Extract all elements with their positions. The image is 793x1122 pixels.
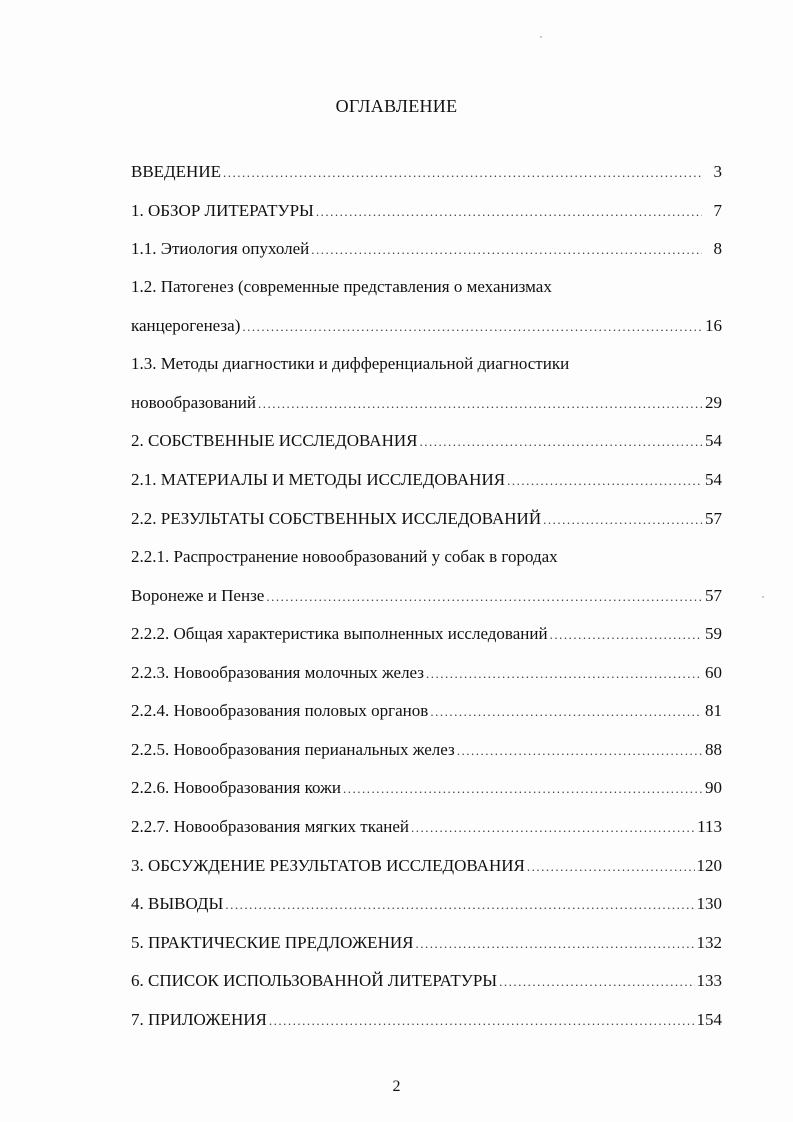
toc-title: ОГЛАВЛЕНИЕ bbox=[335, 96, 458, 116]
toc-entry-introduction bbox=[131, 159, 722, 185]
toc-entry-label: 2.2.4. Новообразования половых органов bbox=[131, 701, 429, 720]
dot-leader bbox=[411, 815, 695, 841]
dot-leader bbox=[527, 854, 695, 880]
toc-entry-diagnostics bbox=[131, 390, 722, 416]
toc-entry-page: 113 bbox=[697, 817, 722, 836]
dot-leader bbox=[242, 314, 702, 340]
dot-leader bbox=[343, 776, 702, 802]
dot-leader bbox=[419, 429, 702, 455]
toc-entry-page: 90 bbox=[705, 778, 722, 797]
toc-entry-own-research bbox=[131, 428, 722, 454]
scan-speck bbox=[762, 596, 764, 598]
toc-entry-label: 2. СОБСТВЕННЫЕ ИССЛЕДОВАНИЯ bbox=[131, 431, 418, 450]
toc-entry-page: 29 bbox=[705, 393, 722, 412]
toc-entry-soft-tissue bbox=[131, 814, 722, 840]
toc-entry-page: 7 bbox=[713, 201, 722, 220]
toc-entry-prevalence-line1: 2.2.1. Распространение новообразований у собак в городах bbox=[131, 547, 558, 566]
toc-entry-page: 57 bbox=[705, 586, 722, 605]
toc-entry-label: канцерогенеза) bbox=[131, 316, 241, 335]
toc-entry-label: 2.2.7. Новообразования мягких тканей bbox=[131, 817, 409, 836]
toc-entry-pathogenesis bbox=[131, 313, 722, 339]
toc-entry-page: 154 bbox=[696, 1010, 722, 1029]
toc-entry-page: 88 bbox=[705, 740, 722, 759]
dot-leader bbox=[543, 507, 702, 533]
toc-entry-skin bbox=[131, 775, 722, 801]
toc-entry-label: ВВЕДЕНИЕ bbox=[131, 162, 221, 181]
toc-entry-label: 1.1. Этиология опухолей bbox=[131, 239, 310, 258]
toc-entry-page: 132 bbox=[696, 933, 722, 952]
toc-entry-practical-proposals bbox=[131, 930, 722, 956]
toc-entry-page: 60 bbox=[705, 663, 722, 682]
toc-entry-page: 54 bbox=[705, 470, 722, 489]
dot-leader bbox=[316, 199, 702, 225]
toc-entry-label: 2.2.5. Новообразования перианальных желез bbox=[131, 740, 455, 759]
toc-entry-materials-methods bbox=[131, 467, 722, 493]
toc-entry-page: 130 bbox=[696, 894, 722, 913]
toc-entry-page: 54 bbox=[705, 431, 722, 450]
dot-leader bbox=[457, 738, 702, 764]
toc-entry-label: новообразований bbox=[131, 393, 256, 412]
toc-entry-references bbox=[131, 968, 722, 994]
toc-entry-label: 2.2.3. Новообразования молочных желез bbox=[131, 663, 425, 682]
toc-entry-label: 4. ВЫВОДЫ bbox=[131, 894, 224, 913]
dot-leader bbox=[258, 391, 702, 417]
toc-entry-perianal bbox=[131, 737, 722, 763]
dot-leader bbox=[550, 622, 702, 648]
toc-entry-general-characteristics bbox=[131, 621, 722, 647]
toc-entry-label: 7. ПРИЛОЖЕНИЯ bbox=[131, 1010, 267, 1029]
toc-entry-results bbox=[131, 506, 722, 532]
scan-speck bbox=[540, 36, 542, 38]
dot-leader bbox=[266, 584, 702, 610]
toc-entry-label: Воронеже и Пензе bbox=[131, 586, 265, 605]
toc-entry-page: 8 bbox=[713, 239, 722, 258]
toc-entry-page: 59 bbox=[705, 624, 722, 643]
toc-entry-label: 1. ОБЗОР ЛИТЕРАТУРЫ bbox=[131, 201, 314, 220]
dot-leader bbox=[269, 1008, 695, 1034]
toc-entry-prevalence bbox=[131, 583, 722, 609]
dot-leader bbox=[507, 468, 702, 494]
dot-leader bbox=[311, 237, 702, 263]
toc-entry-appendices bbox=[131, 1007, 722, 1033]
toc-entry-literature-review bbox=[131, 198, 722, 224]
toc-entry-label: 2.2. РЕЗУЛЬТАТЫ СОБСТВЕННЫХ ИССЛЕДОВАНИЙ bbox=[131, 509, 542, 528]
dot-leader bbox=[223, 160, 702, 186]
toc-entry-page: 133 bbox=[696, 971, 722, 990]
toc-entry-page: 120 bbox=[696, 856, 722, 875]
toc-entry-discussion bbox=[131, 853, 722, 879]
toc-entry-page: 3 bbox=[713, 162, 722, 181]
toc-entry-etiology bbox=[131, 236, 722, 262]
dot-leader bbox=[430, 699, 702, 725]
toc-entry-label: 5. ПРАКТИЧЕСКИЕ ПРЕДЛОЖЕНИЯ bbox=[131, 933, 414, 952]
toc-entry-pathogenesis-line1: 1.2. Патогенез (современные представления о механизмах bbox=[131, 277, 552, 296]
toc-entry-genital bbox=[131, 698, 722, 724]
toc-entry-label: 2.2.6. Новообразования кожи bbox=[131, 778, 341, 797]
toc-entry-label: 3. ОБСУЖДЕНИЕ РЕЗУЛЬТАТОВ ИССЛЕДОВАНИЯ bbox=[131, 856, 525, 875]
toc-entry-label: 2.1. МАТЕРИАЛЫ И МЕТОДЫ ИССЛЕДОВАНИЯ bbox=[131, 470, 506, 489]
toc-entry-page: 16 bbox=[705, 316, 722, 335]
dot-leader bbox=[426, 661, 702, 687]
toc-entry-page: 57 bbox=[705, 509, 722, 528]
dot-leader bbox=[225, 892, 694, 918]
toc-entry-mammary bbox=[131, 660, 722, 686]
toc-entry-conclusions bbox=[131, 891, 722, 917]
dot-leader bbox=[415, 931, 694, 957]
dot-leader bbox=[499, 969, 694, 995]
toc-entry-page: 81 bbox=[705, 701, 722, 720]
toc-entry-label: 6. СПИСОК ИСПОЛЬЗОВАННОЙ ЛИТЕРАТУРЫ bbox=[131, 971, 498, 990]
toc-entry-label: 2.2.2. Общая характеристика выполненных исследований bbox=[131, 624, 548, 643]
page-number: 2 bbox=[392, 1078, 401, 1095]
toc-entry-diagnostics-line1: 1.3. Методы диагностики и дифференциальной диагностики bbox=[131, 354, 570, 373]
